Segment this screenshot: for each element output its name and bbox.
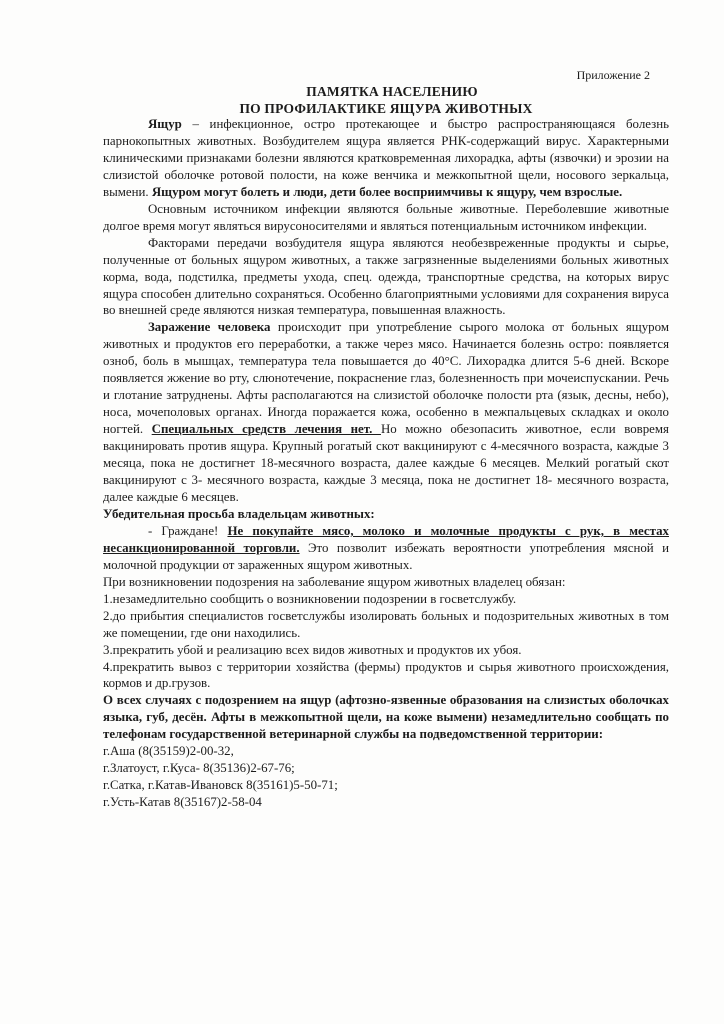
list-item: 3.прекратить убой и реализацию всех видов животных и продуктов их убоя. <box>103 642 522 657</box>
paragraph-citizens: - Граждане! Не покупайте мясо, молоко и молочные продукты с рук, в местах несанкционированной торговли. Это позволит избежать вероятности употребления мясной и молочной продукции от зараженных ящуром животных. <box>103 523 669 572</box>
paragraph-definition: Ящур – инфекционное, остро протекающее и быстро распространяющаяся болезнь парнокопытных животных. Возбудителем ящура является РНК-содержащий вирус. Характерными клиническими признаками болезни являются кратковременная лихорадка, афты (язвочки) и эрозии на слизистой оболочке ротовой полости, на коже венчика и межкопытной щели, носового зеркальца, вымени. Ящуром могут болеть и люди, дети более восприимчивы к ящуру, чем взрослые. <box>103 117 669 199</box>
contact-list <box>103 743 669 811</box>
warning-humans: Ящуром могут болеть и люди, дети более восприимчивы к ящуру, чем взрослые. <box>151 184 623 199</box>
request-heading: Убедительная просьба владельцам животных: <box>103 506 375 521</box>
appendix-label: Приложение 2 <box>576 68 650 82</box>
report-instruction: О всех случаях с подозрением на ящур (афтозно-язвенные образования на слизистых оболочках языка, губ, десён. Афты в межкопытной щели, на коже вымени) незамедлительно сообщать по телефонам государственной ветеринарной службы на подведомственной территории: <box>103 693 669 742</box>
paragraph-source: Основным источником инфекции являются больные животные. Переболевшие животные долгое время могут являться вирусоносителями и являться потенциальным источником инфекции. <box>103 201 669 233</box>
contact-item: г.Златоуст, г.Куса- 8(35136)2-67-76; <box>103 761 295 776</box>
document-title: ПАМЯТКА НАСЕЛЕНИЮ <box>306 84 478 99</box>
no-treatment-note: Специальных средств лечения нет. <box>151 422 381 437</box>
list-item: 1.незамедлительно сообщить о возникновении подозрении в госветслужбу. <box>103 591 517 606</box>
paragraph-human-infection: Заражение человека происходит при употребление сырого молока от больных ящуром животных и продуктов его переработки, а также через мясо. Начинается болезнь остро: появляется озноб, боль в мышцах, температура тела повышается до 40°С. Лихорадка длится 5-6 дней. Вскоре появляется жжение во рту, слюнотечение, покраснение глаз, болезненность при мочеиспускании. Речь и глотание затруднены. Афты располагаются на слизистой оболочке полости рта (язык, десны, небо), носа, мочеполовых органах. Иногда поражается кожа, особенно в межпальцевых складках и около ногтей. Специальных средств лечения нет. Но можно обезопасить животное, если вовремя вакцинировать против ящура. Крупный рогатый скот вакцинируют с 4-месячного возраста, каждые 3 месяца, пока не достигнет 18-месячного возраста, далее каждые 6 месяцев. Мелкий рогатый скот вакцинируют с 3- месячного возраста, каждые 3 месяца, пока не достигнет 18- месячного возраста, далее каждые 6 месяцев. <box>103 320 669 504</box>
document-subtitle: ПО ПРОФИЛАКТИКЕ ЯЩУРА ЖИВОТНЫХ <box>239 101 533 116</box>
contact-item: г.Аша (8(35159)2-00-32, <box>103 744 234 759</box>
list-item: 2.до прибытия специалистов госветслужбы изолировать больных и подозрительных животных в том же помещении, где они находились. <box>103 608 669 640</box>
list-item: 4.прекратить вывоз с территории хозяйства (фермы) продуктов и сырья животного происхождения, кормов и др.грузов. <box>103 659 669 691</box>
contact-item: г.Усть-Катав 8(35167)2-58-04 <box>103 795 262 810</box>
owner-duties-intro: При возникновении подозрения на заболевание ящуром животных владелец обязан: <box>103 574 566 589</box>
paragraph-transmission: Факторами передачи возбудителя ящура являются необезвреженные продукты и сырье, полученные от больных ящуром животных, а также загрязненные выделениями больных животных корма, вода, подстилка, предметы ухода, спец. одежда, транспортные средства, на которых вирус ящура способен длительно сохраняться. Особенно благоприятными условиями для сохранения вируса во внешней среде являются низкая температура, повышенная влажность. <box>103 235 669 318</box>
document-body <box>103 116 669 811</box>
term-foot-and-mouth: Ящур <box>148 117 182 131</box>
contact-item: г.Сатка, г.Катав-Ивановск 8(35161)5-50-71; <box>103 778 338 793</box>
